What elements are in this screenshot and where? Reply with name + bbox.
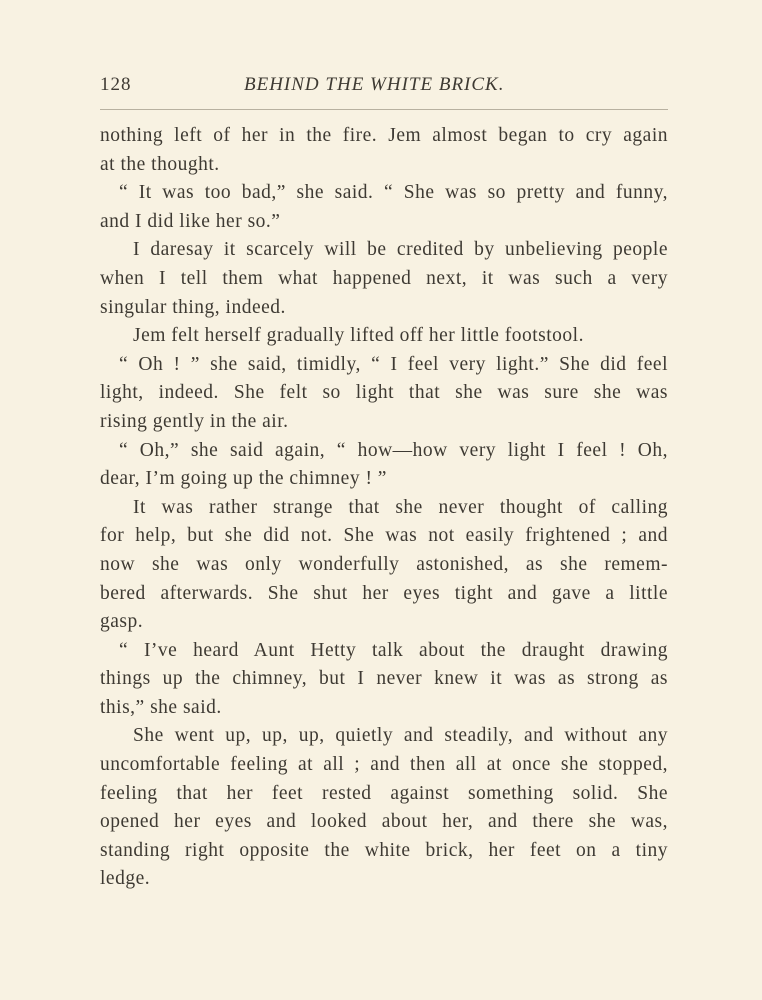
text-line: this,” she said. [100,696,222,718]
text-line: rising gently in the air. [100,410,289,432]
text-line: bered afterwards. She shut her eyes tight and gave a little [100,582,668,604]
text-line: gasp. [100,611,144,633]
header-rule [100,109,668,110]
text-line: “ It was too bad,” she said. “ She was so pretty and funny, [119,182,668,204]
text-line: “ Oh,” she said again, “ how—how very light I feel ! Oh, [119,439,668,461]
text-line: dear, I’m going up the chimney ! ” [100,468,387,490]
page-number: 128 [100,74,132,95]
running-head [100,74,668,104]
text-line: “ I’ve heard Aunt Hetty talk about the draught drawing [119,639,668,661]
text-line: She went up, up, up, quietly and steadily, and without any [133,725,668,747]
text-line: “ Oh ! ” she said, timidly, “ I feel very light.” She did feel [119,353,668,375]
body-text [100,122,668,894]
text-line: light, indeed. She felt so light that she was sure she was [100,382,668,404]
text-line: for help, but she did not. She was not easily frightened ; and [100,525,668,547]
text-line: opened her eyes and looked about her, and there she was, [100,811,668,833]
text-line: when I tell them what happened next, it was such a very [100,267,668,289]
text-line: I daresay it scarcely will be credited by unbelieving people [133,239,668,261]
text-line: now she was only wonderfully astonished, as she remem- [100,553,668,575]
text-line: Jem felt herself gradually lifted off her little footstool. [133,325,584,347]
text-line: singular thing, indeed. [100,296,286,318]
running-title: BEHIND THE WHITE BRICK. [244,74,505,95]
text-line: at the thought. [100,153,220,175]
text-line: ledge. [100,868,151,890]
text-line: and I did like her so.” [100,210,281,232]
text-line: It was rather strange that she never thought of calling [133,496,668,518]
text-line: feeling that her feet rested against something solid. She [100,782,668,804]
text-line: nothing left of her in the fire. Jem almost began to cry again [100,125,668,146]
text-line: uncomfortable feeling at all ; and then all at once she stopped, [100,754,668,776]
text-line: standing right opposite the white brick, her feet on a tiny [100,839,668,861]
text-line: things up the chimney, but I never knew it was as strong as [100,668,668,690]
